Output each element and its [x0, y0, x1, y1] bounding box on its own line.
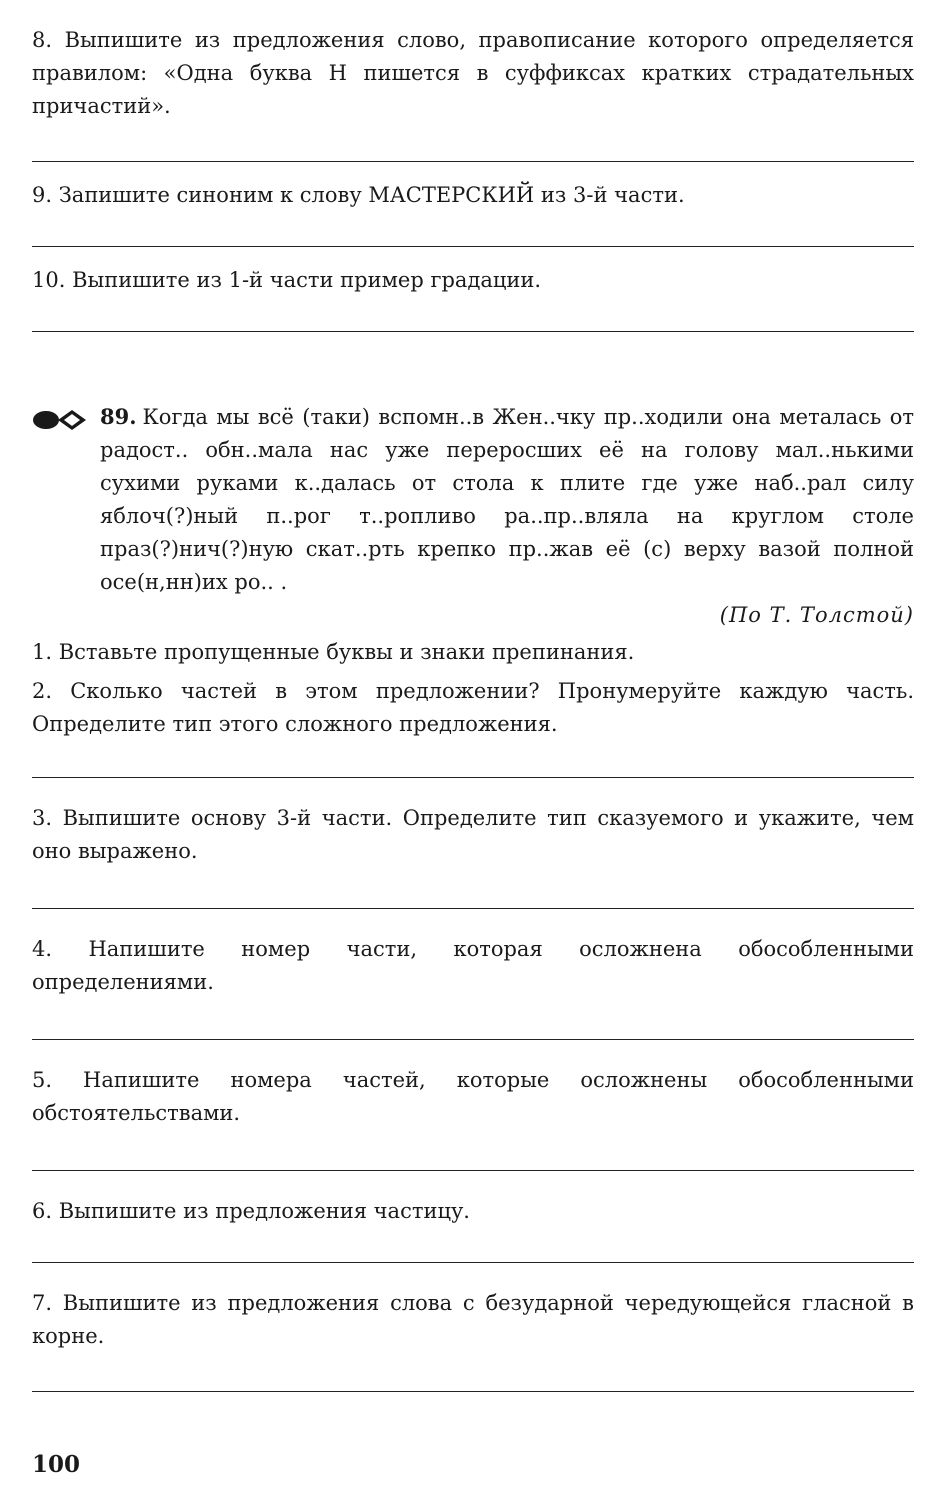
exercise-marker-icon: [32, 400, 100, 442]
task-9: 9. Запишите синоним к слову МАСТЕРСКИЙ из 3-й части.: [32, 183, 685, 207]
task-8: 8. Выпишите из предложения слово, правописание которого определяется правилом: «Одна буква Н пишется в суффиксах кратких страдательных причастий».: [32, 28, 914, 118]
worksheet-page: [32, 24, 914, 1392]
task-10: 10. Выпишите из 1-й части пример градации.: [32, 268, 542, 292]
question-5: 5. Напишите номера частей, которые осложнены обособленными обстоятельствами.: [32, 1068, 914, 1125]
exercise-marker-svg: [32, 408, 92, 432]
question-6: 6. Выпишите из предложения частицу.: [32, 1199, 470, 1223]
question-4: 4. Напишите номер части, которая осложнена обособленными определениями.: [32, 937, 914, 994]
answer-line-question-7[interactable]: [32, 1391, 914, 1392]
exercise-text-block: [100, 400, 914, 599]
question-3: 3. Выпишите основу 3-й части. Определите тип сказуемого и укажите, чем оно выражено.: [32, 806, 914, 863]
question-7: 7. Выпишите из предложения слова с безударной чередующейся гласной в корне.: [32, 1291, 914, 1348]
page-number: 100: [32, 1451, 81, 1478]
exercise-text: Когда мы всё (таки) вспомн..в Жен..чку пр..ходили она металась от радост.. обн..мала нас уже переросших её на голову мал..нькими сухими руками к..далась от стола к плите где уже наб..рал силу яблоч(?)ный п..рог т..ропливо ра..пр..вляла на круглом столе праз(?)нич(?)ную скат..рть крепко пр..жав её (с) верху вазой полной осе(н,нн)их ро.. .: [100, 405, 914, 594]
question-1: 1. Вставьте пропущенные буквы и знаки препинания.: [32, 640, 635, 664]
question-2: 2. Сколько частей в этом предложении? Пронумеруйте каждую часть. Определите тип этого сложного предложения.: [32, 679, 914, 736]
exercise-number: 89.: [100, 404, 137, 429]
exercise-source: (По Т. Толстой): [719, 603, 914, 627]
exercise-89: [32, 400, 914, 599]
